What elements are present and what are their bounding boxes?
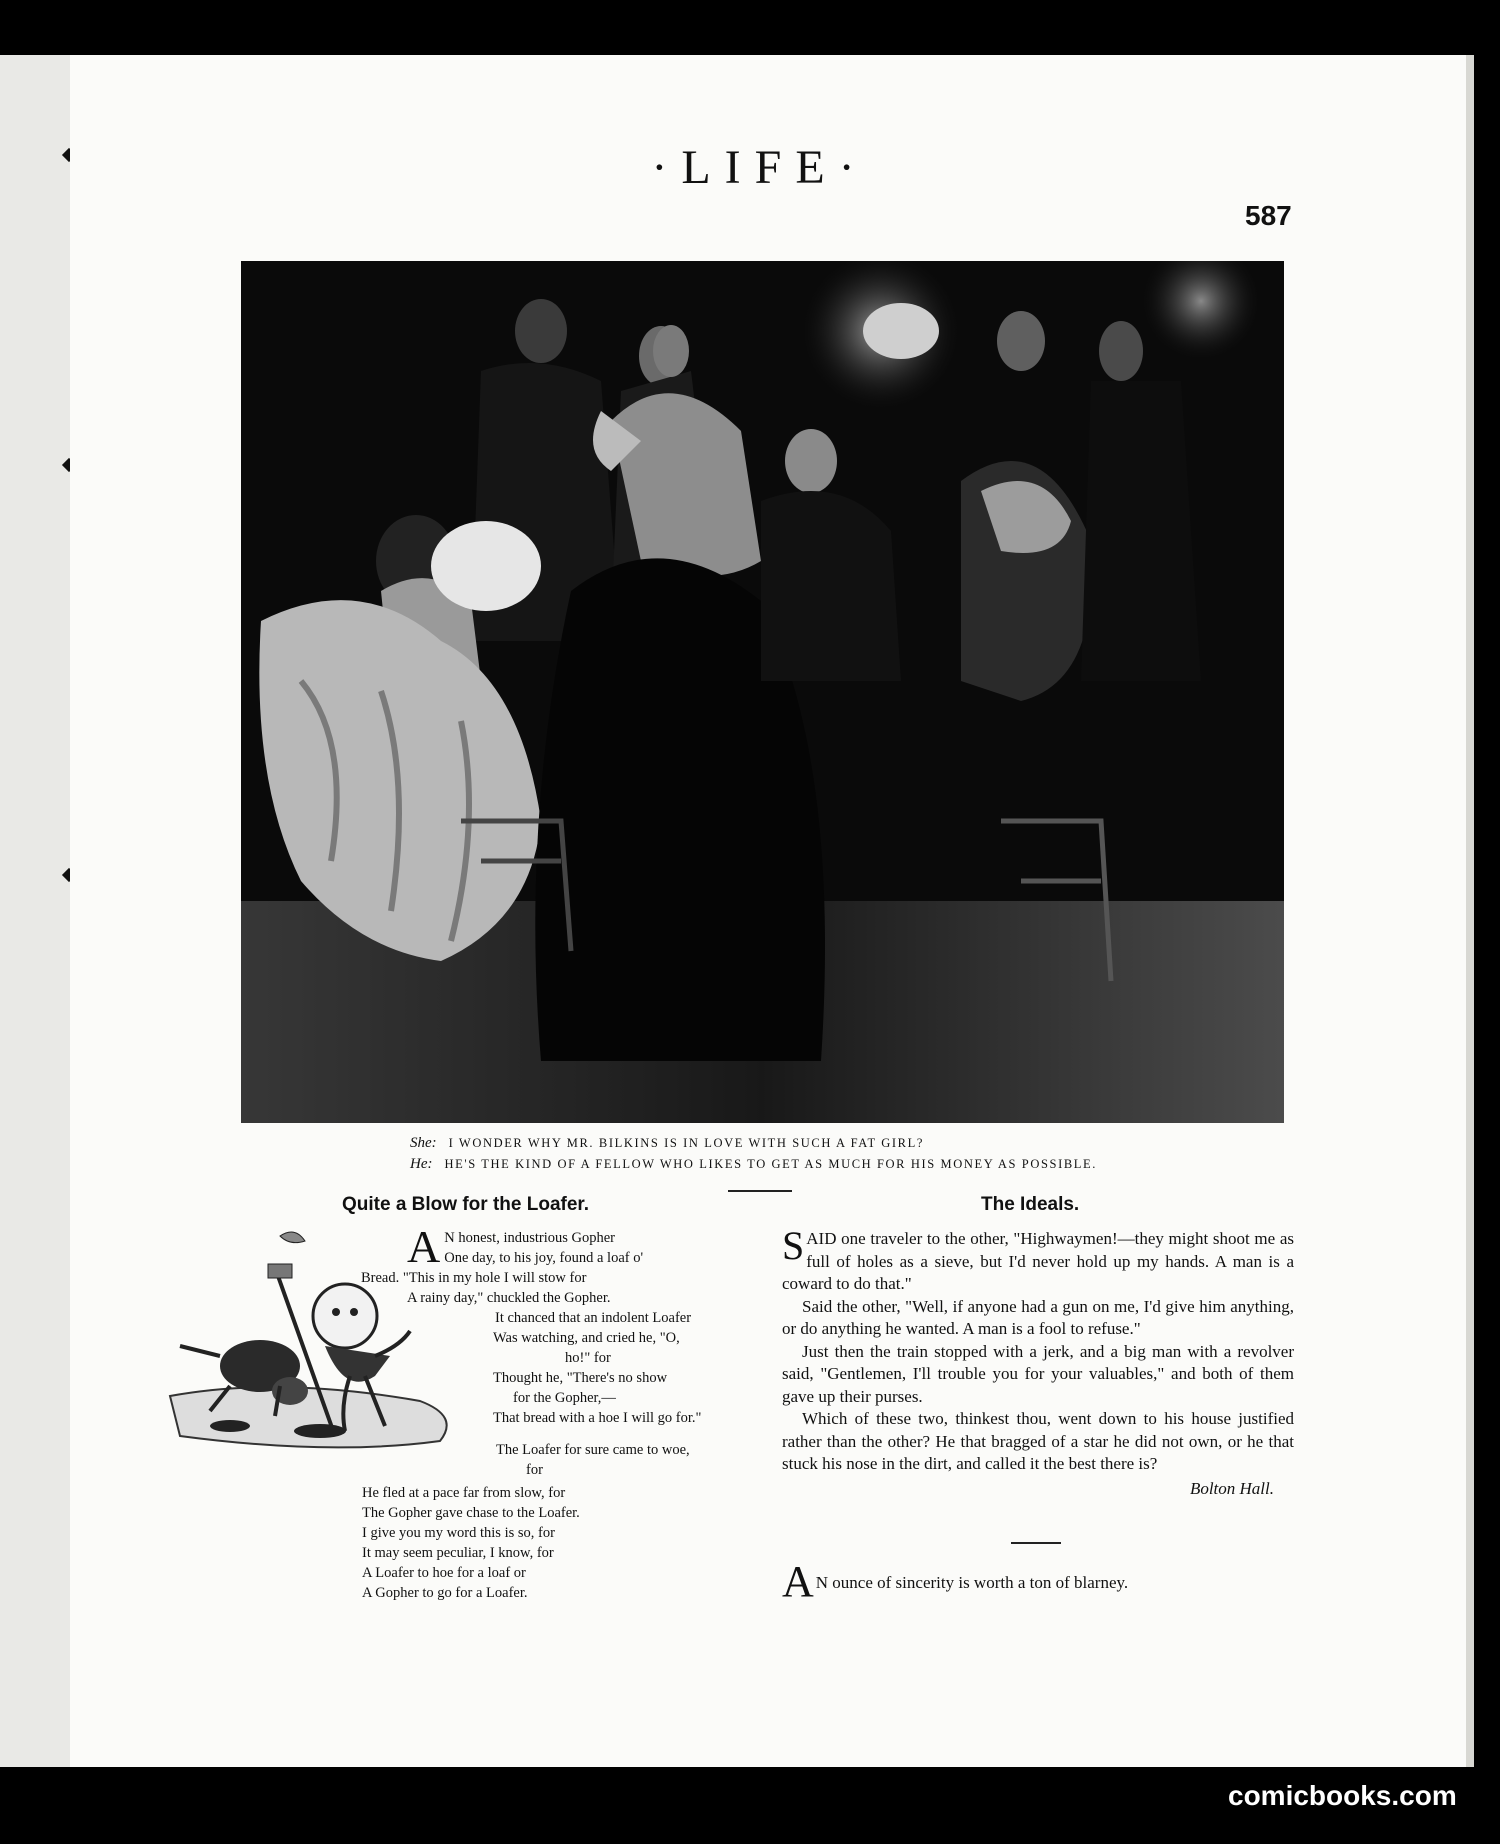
verse-line: It may seem peculiar, I know, for <box>362 1545 554 1561</box>
site-watermark: comicbooks.com <box>1228 1780 1457 1811</box>
caption-speaker-he: He: <box>410 1156 433 1172</box>
caption-text-he: HE'S THE KIND OF A FELLOW WHO LIKES TO GET AS MUCH FOR HIS MONEY AS POSSIBLE. <box>444 1157 1097 1171</box>
verse-line: The Loafer for sure came to woe, <box>496 1442 690 1458</box>
binding-edge <box>0 55 72 1767</box>
masthead: ·LIFE· <box>651 141 869 194</box>
drop-cap: A <box>407 1221 441 1272</box>
verse-line: A rainy day," chuckled the Gopher. <box>407 1290 611 1306</box>
epigram-text: N ounce of sincerity is worth a ton of blarney. <box>815 1573 1129 1592</box>
caption-text-she: I WONDER WHY MR. BILKINS IS IN LOVE WITH SUCH A FAT GIRL? <box>448 1136 924 1150</box>
verse-line: That bread with a hoe I will go for." <box>493 1410 702 1426</box>
caption-line-she <box>410 1133 1310 1154</box>
section-divider <box>1011 1542 1061 1544</box>
paragraph-text: AID one traveler to the other, "Highwaymen!—they might shoot me as full of holes as a sieve, but I'd never hold up my hands. A man is a coward to do that." <box>782 1229 1294 1293</box>
ballroom-illustration <box>241 261 1284 1123</box>
verse-line: for the Gopher,— <box>513 1390 616 1406</box>
verse-line: A Gopher to go for a Loafer. <box>362 1585 528 1601</box>
left-article-verse <box>361 1221 747 1308</box>
caption-speaker-she: She: <box>410 1135 437 1151</box>
left-article-verse-c <box>496 1440 756 1480</box>
left-article-verse-d <box>362 1483 722 1603</box>
left-article-title: Quite a Blow for the Loafer. <box>342 1194 590 1215</box>
verse-line: I give you my word this is so, for <box>362 1525 555 1541</box>
paragraph: Which of these two, thinkest thou, went down to his house justified rather than the other? He that bragged of a star he did not own, or he that stuck his nose in the dirt, and called it the best there is? <box>782 1409 1294 1473</box>
right-article-title: The Ideals. <box>981 1194 1080 1215</box>
paragraph: Just then the train stopped with a jerk, and a big man with a revolver said, "Gentlemen, I'll trouble you for your valuables," and both of them gave up their purses. <box>782 1341 1294 1406</box>
verse-line: The Gopher gave chase to the Loafer. <box>362 1505 580 1521</box>
verse-line: It chanced that an indolent Loafer <box>495 1310 692 1326</box>
verse-line: A Loafer to hoe for a loaf or <box>362 1565 526 1581</box>
page-number: 587 <box>1245 200 1292 231</box>
verse-line: One day, to his joy, found a loaf o' <box>444 1250 644 1266</box>
section-divider <box>728 1190 792 1192</box>
verse-line: He fled at a pace far from slow, for <box>362 1485 566 1501</box>
verse-line: ho!" for <box>565 1350 611 1366</box>
illustration-caption <box>410 1133 1310 1175</box>
left-article-verse-b <box>493 1308 753 1428</box>
epigram <box>782 1556 1128 1607</box>
caption-line-he <box>410 1154 1310 1175</box>
paragraph: Said the other, "Well, if anyone had a gun on me, I'd give him anything, or do anything he wanted. A man is a fool to refuse." <box>782 1296 1294 1338</box>
verse-line: Thought he, "There's no show <box>493 1370 668 1386</box>
verse-line: for <box>526 1462 543 1478</box>
paragraph <box>782 1223 1294 1296</box>
page-edge <box>1466 55 1474 1767</box>
verse-line: N honest, industrious Gopher <box>444 1230 615 1246</box>
drop-cap: A <box>782 1557 814 1606</box>
verse-line: Was watching, and cried he, "O, <box>493 1330 680 1346</box>
verse-line: Bread. "This in my hole I will stow for <box>361 1270 587 1286</box>
right-article-body <box>782 1223 1294 1500</box>
author-signature: Bolton Hall. <box>1189 1478 1274 1498</box>
drop-cap: S <box>782 1223 805 1268</box>
